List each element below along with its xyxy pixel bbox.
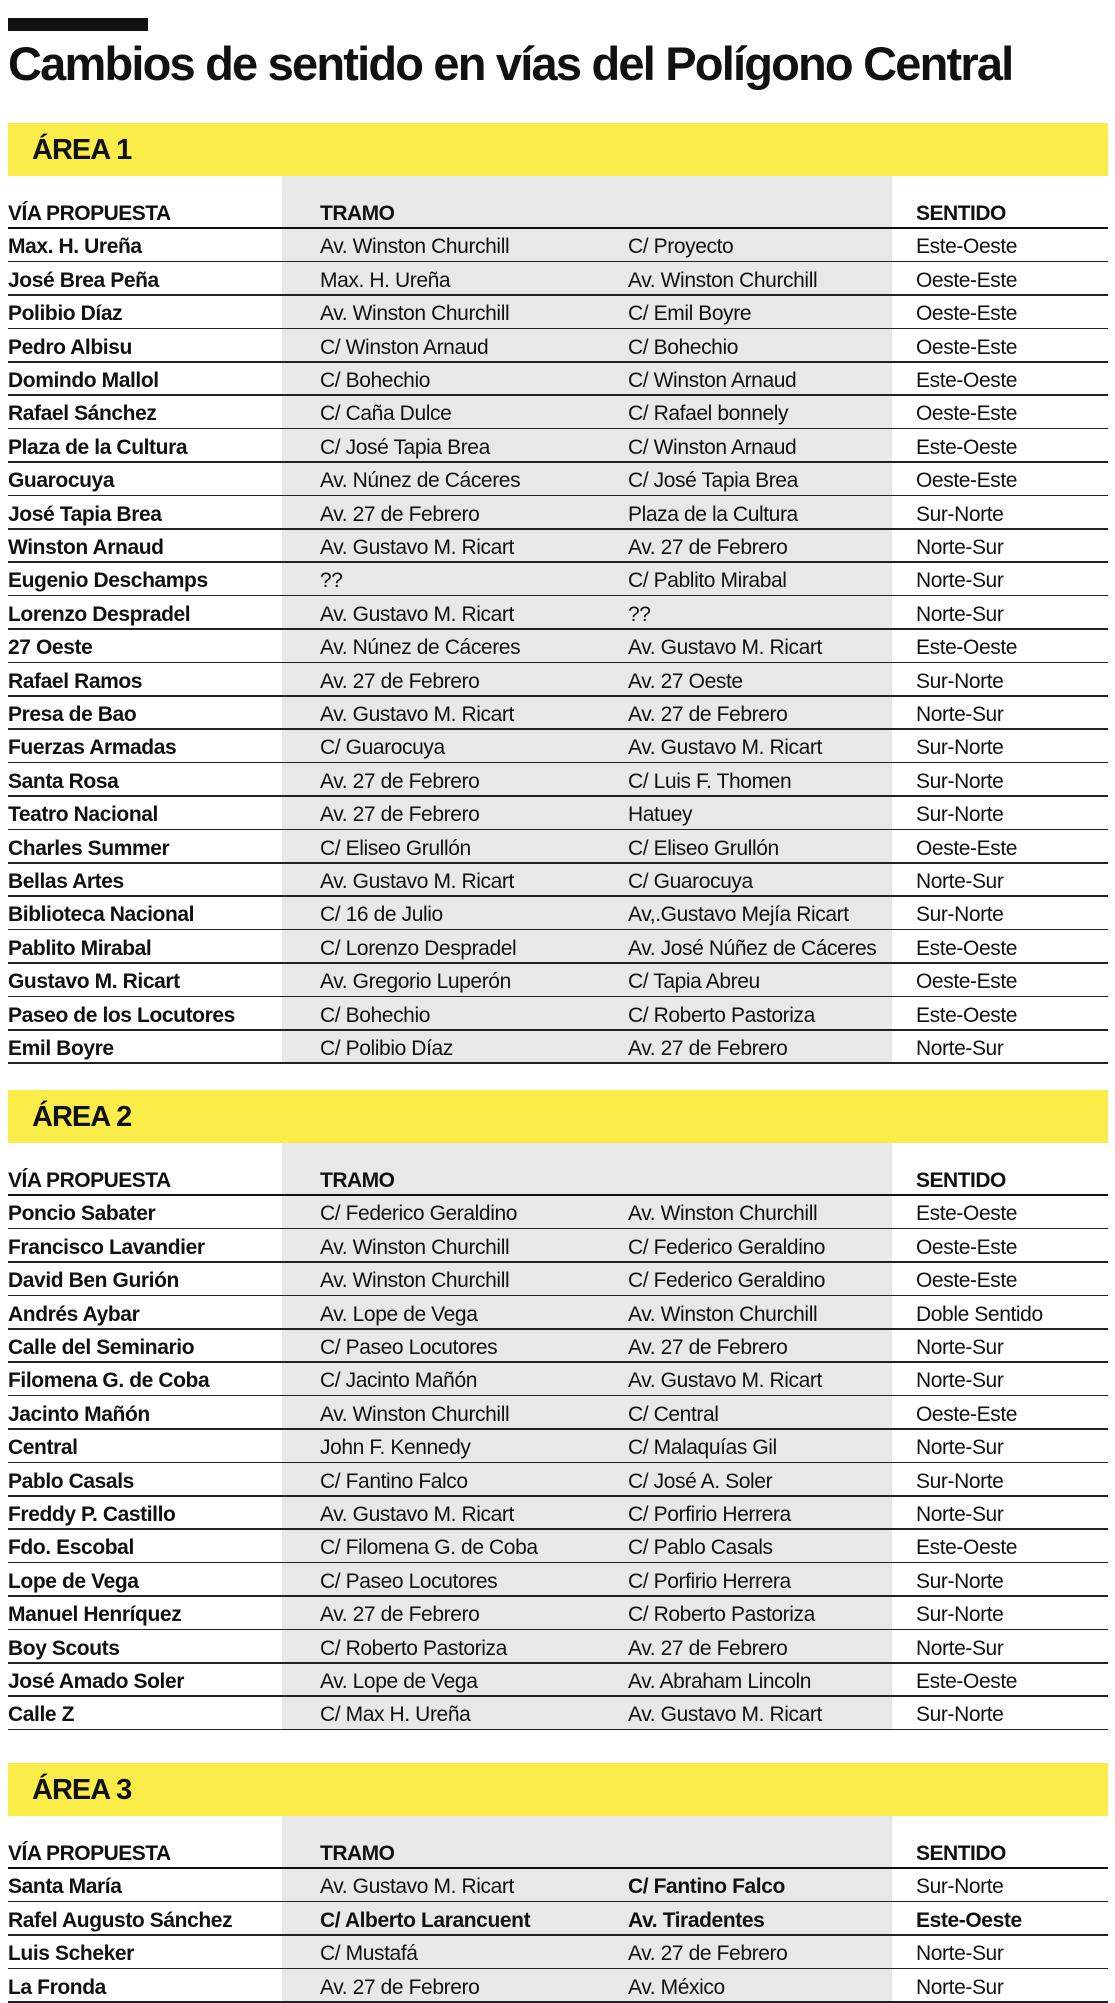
- area-title: ÁREA 1: [32, 134, 132, 166]
- direction: Sur-Norte: [916, 1603, 1004, 1627]
- tramo-from: C/ Bohechio: [320, 1003, 431, 1027]
- table-row: [8, 262, 1108, 295]
- direction: Este-Oeste: [916, 368, 1018, 392]
- tramo-to: C/ Federico Geraldino: [628, 1235, 826, 1259]
- via-name: Pablo Casals: [8, 1469, 134, 1493]
- tramo-to: C/ Federico Geraldino: [628, 1269, 826, 1293]
- direction: Norte-Sur: [916, 569, 1004, 593]
- direction: Oeste-Este: [916, 302, 1018, 326]
- direction: Norte-Sur: [916, 1036, 1004, 1060]
- via-name: Domindo Mallol: [8, 368, 159, 392]
- via-name: Freddy P. Castillo: [8, 1502, 176, 1526]
- tramo-to: ??: [628, 602, 651, 626]
- tramo-from: Av. Winston Churchill: [320, 302, 510, 326]
- direction: Este-Oeste: [916, 435, 1018, 459]
- direction: Oeste-Este: [916, 836, 1018, 860]
- tramo-to: C/ Malaquías Gil: [628, 1436, 777, 1460]
- tramo-to: C/ Guarocuya: [628, 869, 753, 893]
- tramo-to: Av. 27 de Febrero: [628, 1636, 788, 1660]
- direction: Este-Oeste: [916, 1202, 1018, 1226]
- via-name: Bellas Artes: [8, 869, 124, 893]
- table-row: [8, 1229, 1108, 1262]
- table-header: [8, 1143, 1108, 1196]
- tramo-from: Av. 27 de Febrero: [320, 803, 480, 827]
- table-row: [8, 1630, 1108, 1663]
- table-row: [8, 797, 1108, 830]
- table-row: [8, 1396, 1108, 1429]
- direction: Sur-Norte: [916, 1569, 1004, 1593]
- header-sentido: SENTIDO: [916, 1169, 1006, 1192]
- table-row: [8, 1969, 1108, 2002]
- via-name: Pedro Albisu: [8, 335, 132, 359]
- tramo-to: Av. 27 de Febrero: [628, 1942, 788, 1966]
- tramo-to: C/ Rafael bonnely: [628, 402, 789, 426]
- direction: Norte-Sur: [916, 1502, 1004, 1526]
- tramo-from: C/ Paseo Locutores: [320, 1335, 498, 1359]
- tramo-from: C/ Winston Arnaud: [320, 335, 489, 359]
- tramo-from: C/ Paseo Locutores: [320, 1569, 498, 1593]
- tramo-from: Av. 27 de Febrero: [320, 502, 480, 526]
- tramo-from: Av. Winston Churchill: [320, 1235, 510, 1259]
- via-name: Charles Summer: [8, 836, 170, 860]
- via-name: Biblioteca Nacional: [8, 903, 195, 927]
- tramo-from: Av. Gustavo M. Ricart: [320, 702, 514, 726]
- tramo-from: C/ Fantino Falco: [320, 1469, 468, 1493]
- direction: Sur-Norte: [916, 1469, 1004, 1493]
- tramo-to: C/ José A. Soler: [628, 1469, 773, 1493]
- tramo-to: Av. Gustavo M. Ricart: [628, 1369, 822, 1393]
- tramo-from: C/ Lorenzo Despradel: [320, 936, 517, 960]
- direction: Este-Oeste: [916, 636, 1018, 660]
- via-name: Poncio Sabater: [8, 1202, 156, 1226]
- tramo-to: Av. 27 de Febrero: [628, 535, 788, 559]
- tramo-from: Max. H. Ureña: [320, 268, 451, 292]
- direction: Norte-Sur: [916, 702, 1004, 726]
- header-via: VÍA PROPUESTA: [8, 1842, 171, 1865]
- tramo-from: Av. Lope de Vega: [320, 1302, 478, 1326]
- tramo-to: C/ Eliseo Grullón: [628, 836, 779, 860]
- direction: Sur-Norte: [916, 669, 1004, 693]
- direction: Norte-Sur: [916, 869, 1004, 893]
- tramo-from: Av. Winston Churchill: [320, 1402, 510, 1426]
- tramo-to: C/ Proyecto: [628, 235, 734, 259]
- direction: Oeste-Este: [916, 970, 1018, 994]
- via-name: David Ben Gurión: [8, 1269, 179, 1293]
- table-row: [8, 997, 1108, 1030]
- direction: Norte-Sur: [916, 1975, 1004, 1999]
- direction: Sur-Norte: [916, 769, 1004, 793]
- tramo-from: C/ Bohechio: [320, 368, 431, 392]
- header-tramo: TRAMO: [320, 1169, 395, 1192]
- tramo-to: Av. Winston Churchill: [628, 1302, 818, 1326]
- table-row: [8, 1902, 1108, 1935]
- tramo-to: Hatuey: [628, 803, 693, 827]
- tramo-from: C/ 16 de Julio: [320, 903, 443, 927]
- table-row: [8, 864, 1108, 897]
- tramo-from: C/ Max H. Ureña: [320, 1703, 471, 1727]
- area-title: ÁREA 3: [32, 1774, 132, 1806]
- direction: Oeste-Este: [916, 268, 1018, 292]
- table-row: [8, 1263, 1108, 1296]
- table-row: [8, 1597, 1108, 1630]
- via-name: Central: [8, 1436, 78, 1460]
- direction: Este-Oeste: [916, 1003, 1018, 1027]
- table-row: [8, 897, 1108, 930]
- tramo-to: C/ José Tapia Brea: [628, 469, 798, 493]
- tramo-to: C/ Tapia Abreu: [628, 970, 760, 994]
- header-sentido: SENTIDO: [916, 202, 1006, 225]
- tramo-to: Av,.Gustavo Mejía Ricart: [628, 903, 849, 927]
- tramo-to: C/ Roberto Pastoriza: [628, 1603, 815, 1627]
- via-name: Santa Rosa: [8, 769, 119, 793]
- via-name: Boy Scouts: [8, 1636, 120, 1660]
- via-name: Rafel Augusto Sánchez: [8, 1908, 233, 1932]
- via-name: Fdo. Escobal: [8, 1536, 134, 1560]
- tramo-to: Av. 27 de Febrero: [628, 1036, 788, 1060]
- tramo-from: ??: [320, 569, 343, 593]
- direction: Oeste-Este: [916, 1235, 1018, 1259]
- via-name: Guarocuya: [8, 469, 115, 493]
- direction: Este-Oeste: [916, 1908, 1022, 1932]
- via-name: Winston Arnaud: [8, 535, 164, 559]
- direction: Oeste-Este: [916, 1269, 1018, 1293]
- direction: Sur-Norte: [916, 736, 1004, 760]
- tramo-to: Av. 27 Oeste: [628, 669, 743, 693]
- direction: Norte-Sur: [916, 602, 1004, 626]
- tramo-from: Av. Gustavo M. Ricart: [320, 1875, 514, 1899]
- tramo-to: Av. 27 de Febrero: [628, 1335, 788, 1359]
- table-row: [8, 697, 1108, 730]
- direction: Este-Oeste: [916, 1536, 1018, 1560]
- header-via: VÍA PROPUESTA: [8, 202, 171, 225]
- area-section: [8, 1090, 1108, 1727]
- table-row: [8, 463, 1108, 496]
- direction: Norte-Sur: [916, 1369, 1004, 1393]
- direction: Sur-Norte: [916, 903, 1004, 927]
- tramo-to: Av. Winston Churchill: [628, 268, 818, 292]
- direction: Oeste-Este: [916, 469, 1018, 493]
- table-row: [8, 964, 1108, 997]
- direction: Sur-Norte: [916, 803, 1004, 827]
- tramo-from: C/ Eliseo Grullón: [320, 836, 471, 860]
- table-row: [8, 1330, 1108, 1363]
- header-sentido: SENTIDO: [916, 1842, 1006, 1865]
- page-title: Cambios de sentido en vías del Polígono Central: [8, 37, 1013, 90]
- direction: Oeste-Este: [916, 1402, 1018, 1426]
- tramo-to: Av. Gustavo M. Ricart: [628, 636, 822, 660]
- tramo-from: C/ Federico Geraldino: [320, 1202, 518, 1226]
- tramo-from: Av. Gustavo M. Ricart: [320, 1502, 514, 1526]
- tramo-from: Av. 27 de Febrero: [320, 669, 480, 693]
- table-row: [8, 1296, 1108, 1329]
- via-name: Eugenio Deschamps: [8, 569, 208, 593]
- tramo-from: Av. Núnez de Cáceres: [320, 469, 521, 493]
- via-name: Lope de Vega: [8, 1569, 139, 1593]
- tramo-from: Av. Winston Churchill: [320, 235, 510, 259]
- table-row: [8, 830, 1108, 863]
- tramo-from: C/ Alberto Larancuent: [320, 1908, 531, 1932]
- via-name: Lorenzo Despradel: [8, 602, 191, 626]
- via-name: Pablito Mirabal: [8, 936, 152, 960]
- direction: Norte-Sur: [916, 535, 1004, 559]
- tramo-from: Av. Gustavo M. Ricart: [320, 535, 514, 559]
- tramo-to: C/ Winston Arnaud: [628, 368, 797, 392]
- area-section: [8, 1763, 1108, 1999]
- tramo-from: C/ Guarocuya: [320, 736, 445, 760]
- table-row: [8, 1936, 1108, 1969]
- tramo-to: C/ Luis F. Thomen: [628, 769, 792, 793]
- table-header: [8, 1816, 1108, 1869]
- via-name: 27 Oeste: [8, 636, 93, 660]
- header-via: VÍA PROPUESTA: [8, 1169, 171, 1192]
- tramo-to: Av. Gustavo M. Ricart: [628, 1703, 822, 1727]
- direction: Doble Sentido: [916, 1302, 1043, 1326]
- tramo-to: Av. Tiradentes: [628, 1908, 765, 1932]
- table-header: [8, 176, 1108, 229]
- table-row: [8, 930, 1108, 963]
- direction: Sur-Norte: [916, 1875, 1004, 1899]
- via-name: La Fronda: [8, 1975, 106, 1999]
- tramo-to: C/ Porfirio Herrera: [628, 1502, 791, 1526]
- via-name: Manuel Henríquez: [8, 1603, 182, 1627]
- table-row: [8, 730, 1108, 763]
- tramo-to: C/ Central: [628, 1402, 719, 1426]
- via-name: Jacinto Mañón: [8, 1402, 150, 1426]
- via-name: Max. H. Ureña: [8, 235, 142, 259]
- tramo-to: C/ Fantino Falco: [628, 1875, 785, 1899]
- via-name: Andrés Aybar: [8, 1302, 140, 1326]
- tramo-to: C/ Pablito Mirabal: [628, 569, 787, 593]
- tramo-to: Av. José Núñez de Cáceres: [628, 936, 877, 960]
- tramo-from: Av. 27 de Febrero: [320, 769, 480, 793]
- tramo-from: C/ José Tapia Brea: [320, 435, 490, 459]
- table-row: [8, 630, 1108, 663]
- direction: Norte-Sur: [916, 1942, 1004, 1966]
- direction: Oeste-Este: [916, 402, 1018, 426]
- sense-change-table: [8, 1143, 1108, 1730]
- tramo-from: C/ Caña Dulce: [320, 402, 452, 426]
- via-name: Emil Boyre: [8, 1036, 114, 1060]
- tramo-from: C/ Roberto Pastoriza: [320, 1636, 507, 1660]
- direction: Norte-Sur: [916, 1636, 1004, 1660]
- tramo-to: Av. Gustavo M. Ricart: [628, 736, 822, 760]
- direction: Oeste-Este: [916, 335, 1018, 359]
- direction: Norte-Sur: [916, 1335, 1004, 1359]
- area-banner: [8, 1763, 1108, 1816]
- header-tramo: TRAMO: [320, 1842, 395, 1865]
- tramo-from: C/ Jacinto Mañón: [320, 1369, 478, 1393]
- table-row: [8, 396, 1108, 429]
- area-banner: [8, 123, 1108, 176]
- table-row: [8, 429, 1108, 462]
- tramo-to: C/ Bohechio: [628, 335, 739, 359]
- tramo-from: Av. Gustavo M. Ricart: [320, 869, 514, 893]
- direction: Este-Oeste: [916, 235, 1018, 259]
- table-row: [8, 1430, 1108, 1463]
- table-row: [8, 596, 1108, 629]
- table-row: [8, 329, 1108, 362]
- table-row: [8, 530, 1108, 563]
- tramo-from: John F. Kennedy: [320, 1436, 471, 1460]
- table-row: [8, 296, 1108, 329]
- table-row: [8, 663, 1108, 696]
- via-name: Paseo de los Locutores: [8, 1003, 235, 1027]
- via-name: Fuerzas Armadas: [8, 736, 177, 760]
- table-row: [8, 563, 1108, 596]
- area-banner: [8, 1090, 1108, 1143]
- sense-change-table: [8, 176, 1108, 1064]
- tramo-to: C/ Pablo Casals: [628, 1536, 773, 1560]
- tramo-from: Av. Núnez de Cáceres: [320, 636, 521, 660]
- tramo-to: C/ Winston Arnaud: [628, 435, 797, 459]
- table-row: [8, 763, 1108, 796]
- tramo-to: C/ Emil Boyre: [628, 302, 752, 326]
- table-row: [8, 363, 1108, 396]
- via-name: Plaza de la Cultura: [8, 435, 188, 459]
- table-row: [8, 1530, 1108, 1563]
- tramo-to: Av. 27 de Febrero: [628, 702, 788, 726]
- table-row: [8, 496, 1108, 529]
- area-title: ÁREA 2: [32, 1101, 132, 1133]
- via-name: José Tapia Brea: [8, 502, 162, 526]
- table-row: [8, 1196, 1108, 1229]
- table-row: [8, 229, 1108, 262]
- tramo-to: Av. Abraham Lincoln: [628, 1669, 812, 1693]
- tramo-to: C/ Porfirio Herrera: [628, 1569, 791, 1593]
- table-row: [8, 1497, 1108, 1530]
- title-accent-bar: [8, 18, 148, 31]
- via-name: Rafael Sánchez: [8, 402, 157, 426]
- area-section: [8, 123, 1108, 1060]
- tramo-from: C/ Polibio Díaz: [320, 1036, 453, 1060]
- table-row: [8, 1664, 1108, 1697]
- via-name: José Amado Soler: [8, 1669, 185, 1693]
- via-name: Gustavo M. Ricart: [8, 970, 180, 994]
- tramo-to: C/ Roberto Pastoriza: [628, 1003, 815, 1027]
- via-name: Calle Z: [8, 1703, 75, 1727]
- tramo-from: C/ Filomena G. de Coba: [320, 1536, 538, 1560]
- via-name: Teatro Nacional: [8, 803, 158, 827]
- table-row: [8, 1563, 1108, 1596]
- table-row: [8, 1031, 1108, 1064]
- direction: Este-Oeste: [916, 936, 1018, 960]
- via-name: Francisco Lavandier: [8, 1235, 205, 1259]
- via-name: Presa de Bao: [8, 702, 137, 726]
- sense-change-table: [8, 1816, 1108, 2003]
- tramo-from: Av. 27 de Febrero: [320, 1603, 480, 1627]
- direction: Norte-Sur: [916, 1436, 1004, 1460]
- tramo-to: Av. México: [628, 1975, 725, 1999]
- table-row: [8, 1697, 1108, 1730]
- tramo-from: Av. Winston Churchill: [320, 1269, 510, 1293]
- table-row: [8, 1869, 1108, 1902]
- direction: Sur-Norte: [916, 1703, 1004, 1727]
- via-name: José Brea Peña: [8, 268, 159, 292]
- via-name: Luis Scheker: [8, 1942, 134, 1966]
- table-row: [8, 1463, 1108, 1496]
- tramo-from: Av. 27 de Febrero: [320, 1975, 480, 1999]
- via-name: Calle del Seminario: [8, 1335, 195, 1359]
- via-name: Filomena G. de Coba: [8, 1369, 210, 1393]
- via-name: Rafael Ramos: [8, 669, 143, 693]
- tramo-from: Av. Gregorio Luperón: [320, 970, 511, 994]
- header-tramo: TRAMO: [320, 202, 395, 225]
- direction: Este-Oeste: [916, 1669, 1018, 1693]
- tramo-from: Av. Lope de Vega: [320, 1669, 478, 1693]
- table-row: [8, 1363, 1108, 1396]
- tramo-from: Av. Gustavo M. Ricart: [320, 602, 514, 626]
- via-name: Polibio Díaz: [8, 302, 123, 326]
- tramo-to: Av. Winston Churchill: [628, 1202, 818, 1226]
- tramo-to: Plaza de la Cultura: [628, 502, 798, 526]
- direction: Sur-Norte: [916, 502, 1004, 526]
- via-name: Santa María: [8, 1875, 122, 1899]
- tramo-from: C/ Mustafá: [320, 1942, 418, 1966]
